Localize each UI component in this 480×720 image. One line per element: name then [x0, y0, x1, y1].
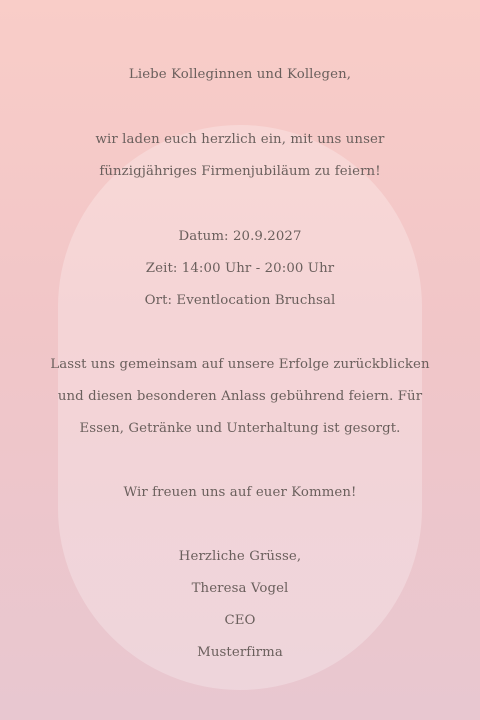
- event-location: Ort: Eventlocation Bruchsal: [144, 293, 336, 308]
- intro-line-2: fünzigjähriges Firmenjubiläum zu feiern!: [99, 164, 381, 179]
- closing-wish: Wir freuen uns auf euer Kommen!: [123, 485, 357, 500]
- body-line-2: und diesen besonderen Anlass gebührend feiern. Für: [57, 389, 423, 404]
- body-line-3: Essen, Getränke und Unterhaltung ist gesorgt.: [79, 421, 401, 436]
- body-line-1: Lasst uns gemeinsam auf unsere Erfolge zurückblicken: [50, 357, 430, 372]
- greeting: Liebe Kolleginnen und Kollegen,: [128, 67, 352, 82]
- signoff-company: Musterfirma: [197, 645, 283, 660]
- event-date: Datum: 20.9.2027: [178, 229, 302, 244]
- signoff-role: CEO: [224, 613, 256, 628]
- event-time: Zeit: 14:00 Uhr - 20:00 Uhr: [145, 261, 335, 276]
- intro-line-1: wir laden euch herzlich ein, mit uns unser: [95, 132, 385, 147]
- signoff-name: Theresa Vogel: [191, 581, 289, 596]
- signoff-salutation: Herzliche Grüsse,: [178, 549, 302, 564]
